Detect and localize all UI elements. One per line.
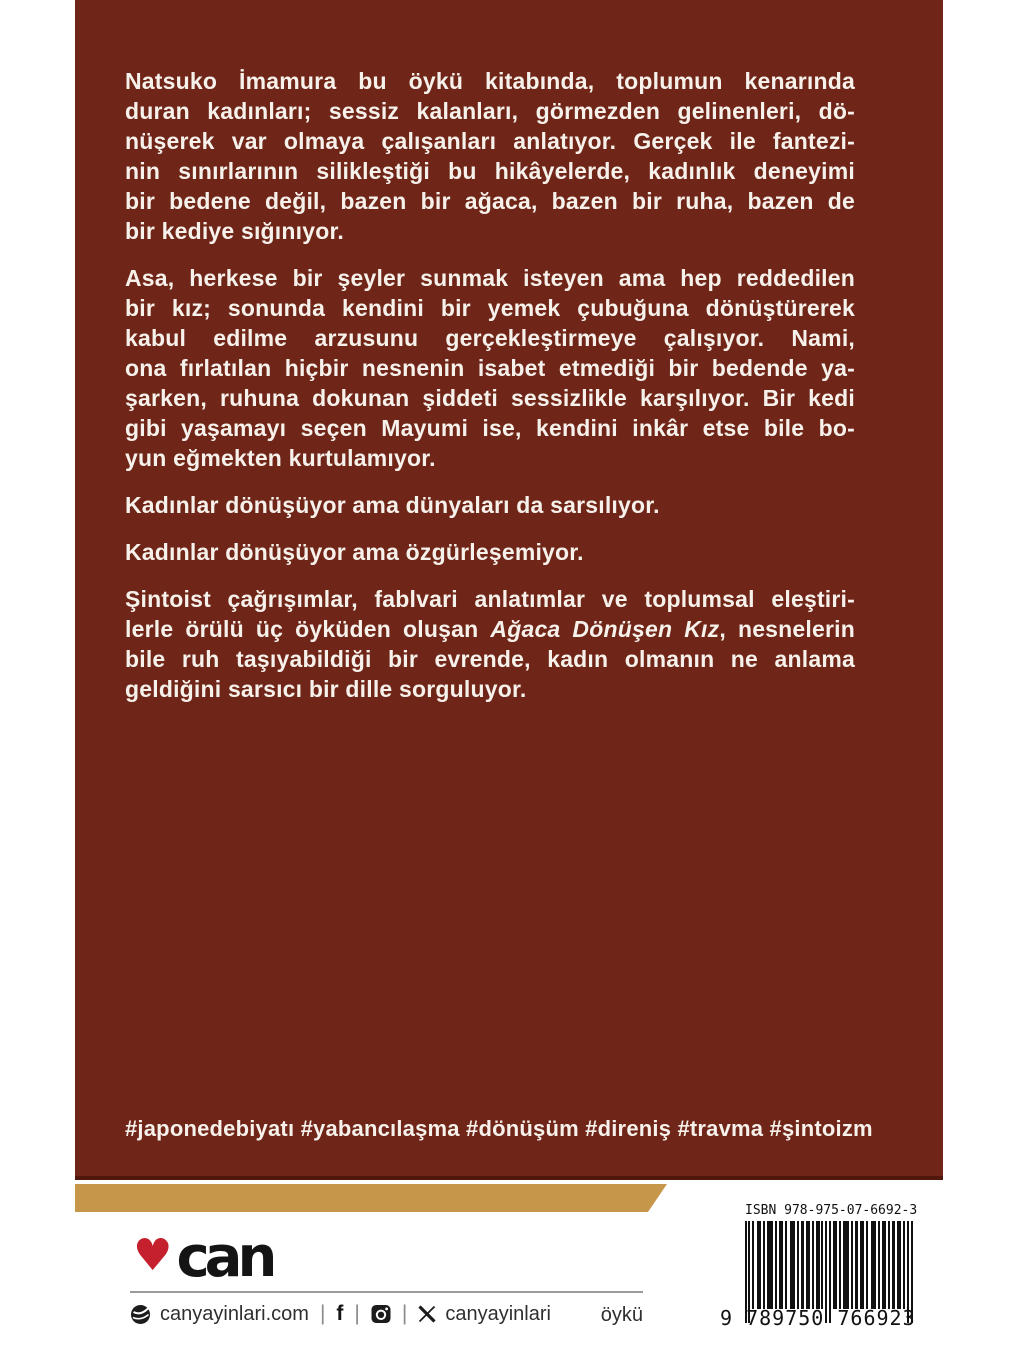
footer-divider (130, 1291, 643, 1293)
text-line: nin sınırlarının silikleştiği bu hikâyelerde, kadınlık deneyimi (125, 158, 855, 184)
back-cover-text (125, 66, 855, 721)
hashtags-line: #japonedebiyatı #yabancılaşma #dönüşüm #direniş #travma #şintoizm (125, 1116, 873, 1141)
separator: | (401, 1302, 408, 1325)
facebook-icon: f (336, 1302, 344, 1325)
separator: | (319, 1302, 326, 1325)
website-text: canyayinlari.com (160, 1302, 309, 1325)
heart-icon: ♥ (133, 1230, 173, 1281)
text-line: lerle örülü üç öyküden oluşan Ağaca Dönüşen Kız, nesnelerin (125, 616, 855, 642)
barcode-digits: 9 789750 766923 (720, 1306, 916, 1330)
social-handle-text: canyayinlari (445, 1302, 551, 1325)
paragraph (125, 263, 855, 473)
instagram-icon (371, 1304, 391, 1324)
text-line: geldiğini sarsıcı bir dille sorguluyor. (125, 676, 527, 702)
text-line: duran kadınları; sessiz kalanları, görmezden gelinenleri, dö- (125, 98, 855, 124)
paragraph (125, 584, 855, 704)
paragraph (125, 537, 855, 567)
text-line: şarken, ruhuna dokunan şiddeti sessizlikle karşılıyor. Bir kedi (125, 385, 855, 411)
text-line: kabul edilme arzusunu gerçekleştirmeye çalışıyor. Nami, (125, 325, 855, 351)
text-line: yun eğmekten kurtulamıyor. (125, 445, 436, 471)
publisher-logo-text: can (176, 1225, 273, 1290)
text-line: ona fırlatılan hiçbir nesnenin isabet etmediği bir bedende ya- (125, 355, 855, 381)
text-line: Asa, herkese bir şeyler sunmak isteyen ama hep reddedilen (125, 265, 855, 291)
genre-label: öykü (600, 1304, 643, 1326)
isbn-label: ISBN 978-975-07-6692-3 (745, 1203, 918, 1218)
globe-icon (130, 1304, 151, 1325)
gold-accent-band (75, 1184, 667, 1212)
x-twitter-icon (418, 1305, 436, 1323)
text-line: nüşerek var olmaya çalışanları anlatıyor. Gerçek ile fantezi- (125, 128, 855, 154)
social-row (130, 1302, 551, 1326)
paragraph (125, 66, 855, 246)
text-line: bir bedene değil, bazen bir ağaca, bazen bir ruha, bazen de (125, 188, 855, 214)
publisher-logo (133, 1225, 273, 1290)
paragraph (125, 490, 855, 520)
text-line: Kadınlar dönüşüyor ama özgürleşemiyor. (125, 539, 584, 565)
text-line: bile ruh taşıyabildiği bir evrende, kadın olmanın ne anlama (125, 646, 855, 672)
text-line: Natsuko İmamura bu öykü kitabında, toplumun kenarında (125, 68, 855, 94)
text-line: bir kediye sığınıyor. (125, 218, 344, 244)
text-line: Şintoist çağrışımlar, fablvari anlatımlar ve toplumsal eleştiri- (125, 586, 855, 612)
text-line: bir kız; sonunda kendini bir yemek çubuğuna dönüştürerek (125, 295, 855, 321)
text-line: Kadınlar dönüşüyor ama dünyaları da sarsılıyor. (125, 492, 660, 518)
separator: | (354, 1302, 360, 1325)
text-line: gibi yaşamayı seçen Mayumi ise, kendini inkâr etse bile bo- (125, 415, 855, 441)
